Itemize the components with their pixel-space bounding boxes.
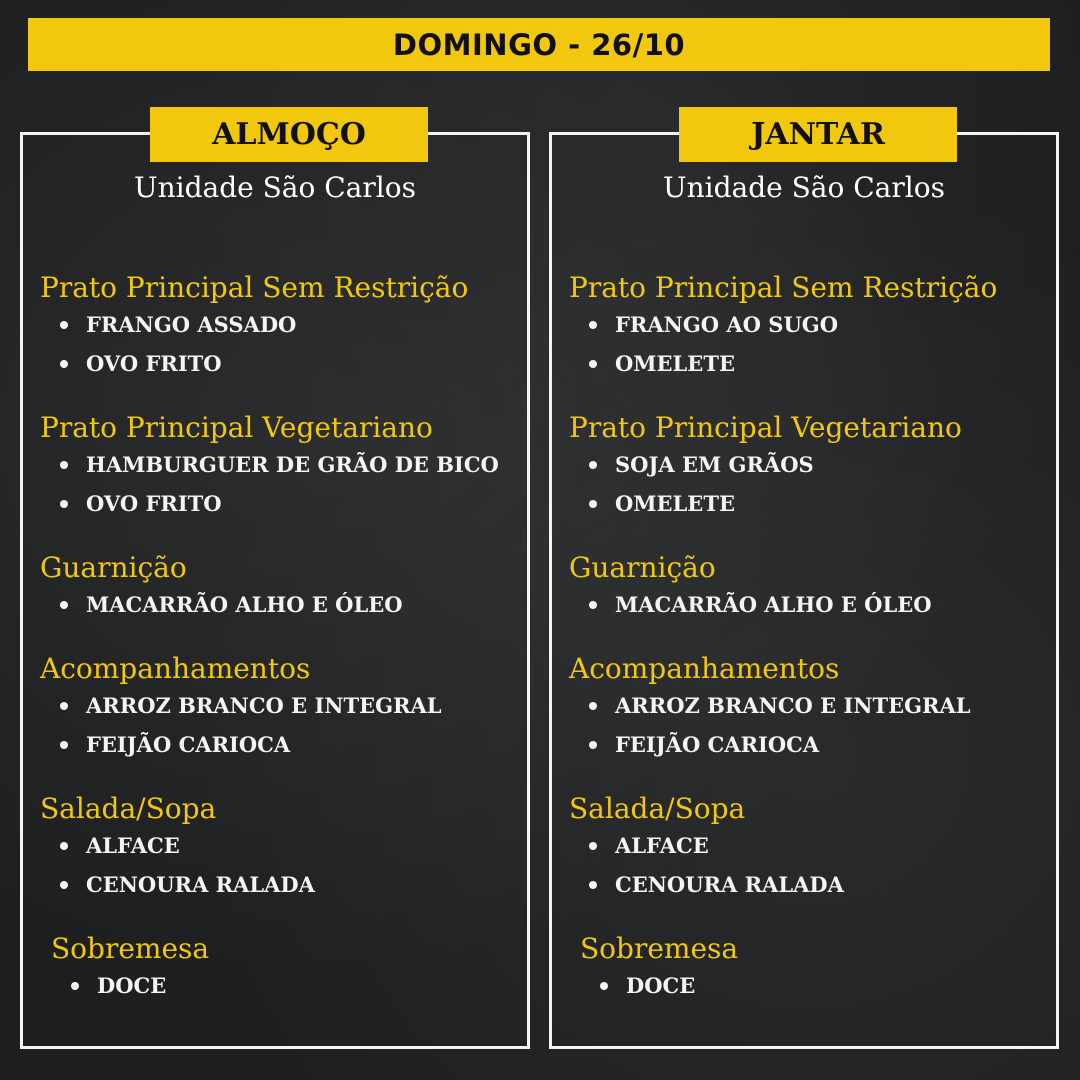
meal-tab-dinner xyxy=(679,107,957,162)
menu-section xyxy=(40,652,442,764)
list-item xyxy=(40,585,403,624)
item-label: HAMBURGUER DE GRÃO DE BICO xyxy=(86,452,499,477)
list-item xyxy=(40,484,499,523)
list-item xyxy=(569,826,844,865)
list-item xyxy=(40,826,315,865)
list-item xyxy=(569,305,997,344)
bullet-icon xyxy=(60,461,68,469)
list-item xyxy=(40,686,442,725)
section-title: Guarnição xyxy=(569,551,716,584)
menu-section xyxy=(569,411,962,523)
meal-title: ALMOÇO xyxy=(212,117,366,152)
dinner-panel xyxy=(549,117,1059,1049)
item-label: ARROZ BRANCO E INTEGRAL xyxy=(615,693,971,718)
list-item xyxy=(569,484,962,523)
unit-name: Unidade São Carlos xyxy=(663,171,945,204)
item-label: OVO FRITO xyxy=(86,491,222,516)
item-list xyxy=(40,826,315,904)
bullet-icon xyxy=(60,741,68,749)
list-item xyxy=(40,725,442,764)
list-item xyxy=(580,966,738,1005)
bullet-icon xyxy=(60,842,68,850)
section-title: Sobremesa xyxy=(51,932,210,965)
bullet-icon xyxy=(60,881,68,889)
item-label: ALFACE xyxy=(615,833,709,858)
item-list xyxy=(569,585,932,624)
item-label: OMELETE xyxy=(615,491,735,516)
bullet-icon xyxy=(589,461,597,469)
menu-section xyxy=(580,932,738,1005)
item-list xyxy=(40,305,468,383)
list-item xyxy=(569,344,997,383)
item-label: FRANGO ASSADO xyxy=(86,312,297,337)
list-item xyxy=(40,344,468,383)
bullet-icon xyxy=(60,360,68,368)
item-label: CENOURA RALADA xyxy=(86,872,315,897)
bullet-icon xyxy=(589,881,597,889)
meal-title: JANTAR xyxy=(751,117,885,152)
section-title: Prato Principal Vegetariano xyxy=(569,411,962,444)
section-title: Acompanhamentos xyxy=(569,652,840,685)
item-label: DOCE xyxy=(97,973,167,998)
date-title: DOMINGO - 26/10 xyxy=(392,27,686,62)
item-label: FEIJÃO CARIOCA xyxy=(615,732,820,757)
item-list xyxy=(40,445,499,523)
list-item xyxy=(569,585,932,624)
menu-section xyxy=(51,932,209,1005)
list-item xyxy=(569,445,962,484)
bullet-icon xyxy=(71,982,79,990)
item-label: DOCE xyxy=(626,973,696,998)
bullet-icon xyxy=(600,982,608,990)
item-label: MACARRÃO ALHO E ÓLEO xyxy=(615,592,932,617)
bullet-icon xyxy=(589,601,597,609)
bullet-icon xyxy=(589,321,597,329)
section-title: Prato Principal Vegetariano xyxy=(40,411,433,444)
bullet-icon xyxy=(589,360,597,368)
list-item xyxy=(40,865,315,904)
list-item xyxy=(569,725,971,764)
section-title: Sobremesa xyxy=(580,932,739,965)
menu-section xyxy=(40,551,403,624)
bullet-icon xyxy=(60,601,68,609)
list-item xyxy=(40,445,499,484)
item-label: FRANGO AO SUGO xyxy=(615,312,838,337)
item-list xyxy=(569,686,971,764)
item-list xyxy=(580,966,738,1005)
item-label: OMELETE xyxy=(615,351,735,376)
list-item xyxy=(40,305,468,344)
list-item xyxy=(51,966,209,1005)
menu-section xyxy=(569,271,997,383)
bullet-icon xyxy=(589,842,597,850)
menu-section xyxy=(569,792,844,904)
item-label: CENOURA RALADA xyxy=(615,872,844,897)
menu-section xyxy=(40,792,315,904)
section-title: Salada/Sopa xyxy=(40,792,217,825)
list-item xyxy=(569,865,844,904)
section-title: Prato Principal Sem Restrição xyxy=(569,271,998,304)
bullet-icon xyxy=(589,741,597,749)
bullet-icon xyxy=(60,321,68,329)
bullet-icon xyxy=(589,500,597,508)
item-list xyxy=(569,305,997,383)
menu-section xyxy=(40,271,468,383)
item-label: ARROZ BRANCO E INTEGRAL xyxy=(86,693,442,718)
item-label: OVO FRITO xyxy=(86,351,222,376)
section-title: Prato Principal Sem Restrição xyxy=(40,271,469,304)
menu-section xyxy=(569,551,932,624)
item-label: FEIJÃO CARIOCA xyxy=(86,732,291,757)
item-list xyxy=(40,686,442,764)
item-list xyxy=(569,826,844,904)
item-list xyxy=(40,585,403,624)
menu-section xyxy=(569,652,971,764)
section-title: Guarnição xyxy=(40,551,187,584)
lunch-panel xyxy=(20,117,530,1049)
bullet-icon xyxy=(589,702,597,710)
item-list xyxy=(569,445,962,523)
item-label: SOJA EM GRÃOS xyxy=(615,452,814,477)
menu-section xyxy=(40,411,499,523)
bullet-icon xyxy=(60,702,68,710)
meal-tab-lunch xyxy=(150,107,428,162)
item-list xyxy=(51,966,209,1005)
bullet-icon xyxy=(60,500,68,508)
item-label: ALFACE xyxy=(86,833,180,858)
list-item xyxy=(569,686,971,725)
section-title: Acompanhamentos xyxy=(40,652,311,685)
section-title: Salada/Sopa xyxy=(569,792,746,825)
item-label: MACARRÃO ALHO E ÓLEO xyxy=(86,592,403,617)
date-banner xyxy=(28,18,1050,71)
unit-name: Unidade São Carlos xyxy=(134,171,416,204)
